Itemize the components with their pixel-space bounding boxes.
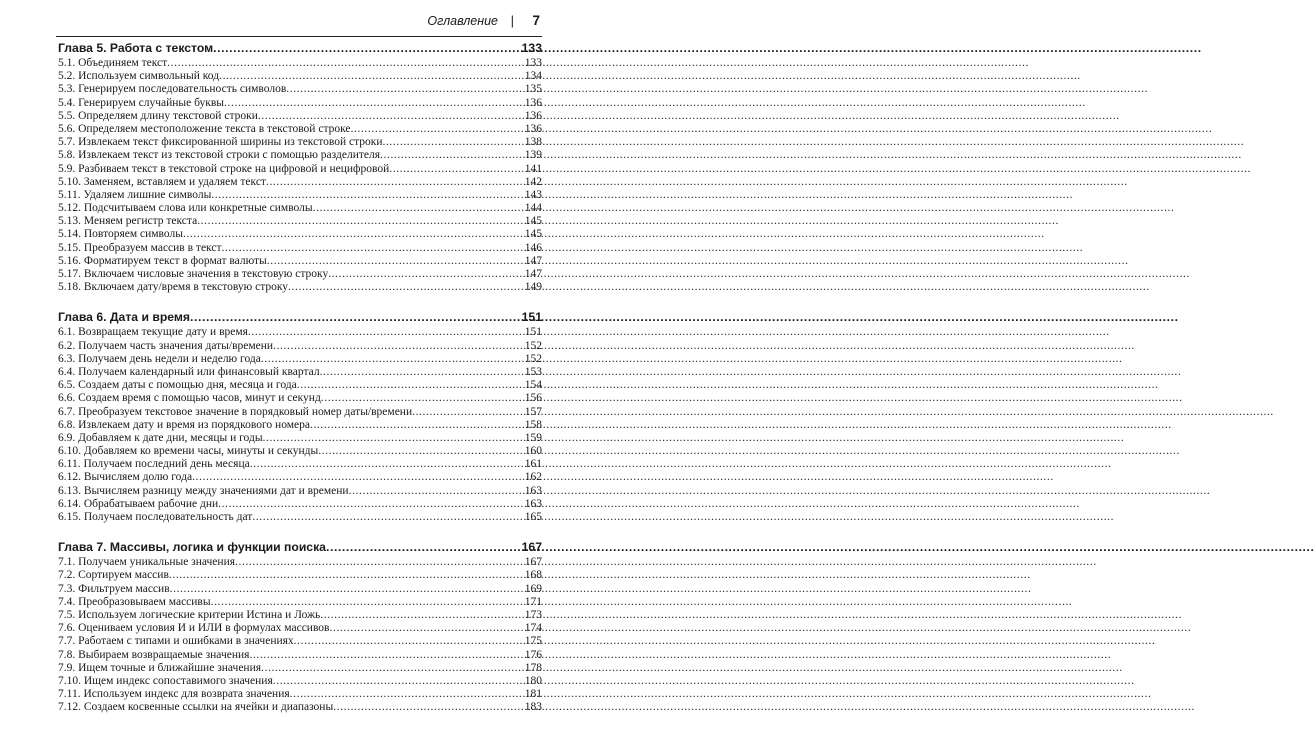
toc-entry-page: 141 <box>524 162 542 175</box>
toc-entry[interactable] <box>58 498 542 511</box>
dot-leader <box>351 123 525 136</box>
toc-entry-page: 168 <box>524 569 542 582</box>
toc-entry-page: 163 <box>524 484 542 497</box>
toc-entry-title: 7.8. Выбираем возвращаемые значения <box>58 648 250 661</box>
toc-entry[interactable] <box>58 419 542 432</box>
dot-leader <box>219 70 525 83</box>
toc-entry[interactable] <box>58 511 542 524</box>
toc-entry[interactable] <box>58 268 542 281</box>
toc-entry[interactable] <box>58 176 542 189</box>
dot-leader <box>333 701 525 714</box>
toc-entry-page: 176 <box>524 648 542 661</box>
toc-entry-title: 5.9. Разбиваем текст в текстовой строке на цифровой и нецифровой <box>58 162 390 175</box>
toc-entry-title: 6.9. Добавляем к дате дни, месяцы и годы <box>58 431 263 444</box>
toc-entry-title: 6.8. Извлекаем дату и время из порядкового номера <box>58 418 310 431</box>
toc-entry-page: 145 <box>524 215 542 228</box>
toc-entry-page: 161 <box>524 458 542 471</box>
chapter-heading[interactable] <box>58 540 542 555</box>
chapter-section <box>58 540 542 714</box>
toc-entry[interactable] <box>58 281 542 294</box>
toc-entry[interactable] <box>58 136 542 149</box>
toc-entry-title: Глава 7. Массивы, логика и функции поиска <box>58 540 326 555</box>
dot-leader <box>258 110 525 123</box>
toc-entry[interactable] <box>58 609 542 622</box>
toc-entry[interactable] <box>58 635 542 648</box>
toc-entry-title: 7.12. Создаем косвенные ссылки на ячейки и диапазоны <box>58 701 334 714</box>
dot-leader <box>328 268 525 281</box>
toc-entry-title: 6.14. Обрабатываем рабочие дни <box>58 497 219 510</box>
toc-entry-page: 163 <box>524 497 542 510</box>
dot-leader <box>273 675 525 688</box>
toc-entry-page: 151 <box>521 310 542 325</box>
toc-entry[interactable] <box>58 649 542 662</box>
toc-entry-title: 6.5. Создаем даты с помощью дня, месяца и года <box>58 379 297 392</box>
toc-entry-title: 5.12. Подсчитываем слова или конкретные символы <box>58 202 313 215</box>
toc-entry[interactable] <box>58 445 542 458</box>
toc-entry[interactable] <box>58 228 542 241</box>
toc-entry-page: 153 <box>524 365 542 378</box>
dot-leader <box>248 326 525 339</box>
toc-entry-title: 5.15. Преобразуем массив в текст <box>58 241 222 254</box>
toc-entry-page: 144 <box>524 202 542 215</box>
dot-leader <box>218 498 525 511</box>
toc-entry[interactable] <box>58 353 542 366</box>
toc-entry-page: 169 <box>524 582 542 595</box>
toc-entry[interactable] <box>58 202 542 215</box>
dot-leader <box>192 471 525 484</box>
toc-entry[interactable] <box>58 340 542 353</box>
dot-leader <box>318 445 525 458</box>
dot-leader <box>273 340 525 353</box>
dot-leader <box>297 379 525 392</box>
toc-entry-page: 178 <box>524 661 542 674</box>
dot-leader <box>213 41 522 56</box>
toc-entry-title: 5.3. Генерируем последовательность символов <box>58 83 287 96</box>
toc-entry[interactable] <box>58 379 542 392</box>
toc-entry-page: 133 <box>524 57 542 69</box>
chapter-section <box>58 41 542 294</box>
dot-leader <box>326 540 522 555</box>
toc-entry-page: 145 <box>524 228 542 241</box>
toc-entry-title: 7.1. Получаем уникальные значения <box>58 556 236 569</box>
chapter-section <box>58 310 542 524</box>
dot-leader <box>169 569 525 582</box>
toc-entry[interactable] <box>58 110 542 123</box>
dot-leader <box>321 392 525 405</box>
dot-leader <box>183 228 525 241</box>
toc-entry[interactable] <box>58 583 542 596</box>
dot-leader <box>389 163 525 176</box>
toc-entry-title: 7.5. Используем логические критерии Истина и Ложь <box>58 608 321 621</box>
toc-entry-title: 5.10. Заменяем, вставляем и удаляем текст <box>58 175 266 188</box>
toc-entry-title: 6.11. Получаем последний день месяца <box>58 458 250 471</box>
toc-entry-title: 5.14. Повторяем символы <box>58 228 183 241</box>
dot-leader <box>288 281 525 294</box>
toc-entry[interactable] <box>58 622 542 635</box>
toc-entry-page: 158 <box>524 418 542 431</box>
dot-leader <box>412 406 525 419</box>
page-number: 7 <box>532 13 540 28</box>
toc-entry-page: 175 <box>524 635 542 648</box>
toc-entry-page: 136 <box>524 109 542 122</box>
toc-entry-title: 5.2. Используем символьный код <box>58 70 220 83</box>
dot-leader <box>286 83 525 96</box>
running-header-title: Оглавление <box>427 14 498 28</box>
dot-leader <box>310 419 525 432</box>
toc-entry[interactable] <box>58 189 542 202</box>
toc-entry-page: 171 <box>524 595 542 608</box>
dot-leader <box>249 649 524 662</box>
dot-leader <box>170 583 525 596</box>
toc-entry-title: 6.12. Вычисляем долю года <box>58 471 193 484</box>
toc-entry-title: 7.11. Используем индекс для возврата значения <box>58 688 290 701</box>
toc-entry-title: 5.5. Определяем длину текстовой строки <box>58 109 258 122</box>
toc-entry-title: 6.6. Создаем время с помощью часов, минут и секунд <box>58 392 321 405</box>
dot-leader <box>320 366 525 379</box>
toc-entry-page: 167 <box>521 540 542 555</box>
toc-entry[interactable] <box>58 432 542 445</box>
toc-entry-title: 5.4. Генерируем случайные буквы <box>58 96 225 109</box>
toc-entry[interactable] <box>58 569 542 582</box>
chapter-heading[interactable] <box>58 41 542 56</box>
running-header-separator: | <box>510 13 514 28</box>
toc-entry[interactable] <box>58 406 542 419</box>
toc-entry[interactable] <box>58 57 542 70</box>
toc-entry-page: 173 <box>524 608 542 621</box>
toc-entry[interactable] <box>58 149 542 162</box>
toc-entry-title: 6.1. Возвращаем текущие дату и время <box>58 326 248 339</box>
toc-entry[interactable] <box>58 255 542 268</box>
dot-leader <box>349 485 525 498</box>
toc-entry-title: 5.1. Объединяем текст <box>58 57 168 69</box>
toc-entry-title: 5.17. Включаем числовые значения в текстовую строку <box>58 268 329 280</box>
toc-entry-page: 180 <box>524 674 542 687</box>
toc-entry[interactable] <box>58 596 542 609</box>
toc-entry-page: 160 <box>524 445 542 458</box>
toc-entry-page: 174 <box>524 622 542 635</box>
toc-entry-title: 5.6. Определяем местоположение текста в текстовой строке <box>58 122 351 135</box>
toc-entry-title: 7.4. Преобразовываем массивы <box>58 595 211 608</box>
toc-entry-title: 6.7. Преобразуем текстовое значение в порядковый номер даты/времени <box>58 405 413 418</box>
dot-leader <box>221 242 524 255</box>
dot-leader <box>382 136 524 149</box>
toc-entry-page: 136 <box>524 96 542 109</box>
toc-entry-title: 5.8. Извлекаем текст из текстовой строки с помощью разделителя <box>58 149 381 162</box>
toc-entry[interactable] <box>58 485 542 498</box>
dot-leader <box>294 635 525 648</box>
toc-entry-page: 149 <box>524 281 542 294</box>
toc-entry[interactable] <box>58 688 542 701</box>
toc-entry-title: Глава 6. Дата и время <box>58 310 191 325</box>
toc-entry-page: 133 <box>521 41 542 55</box>
toc-entry-title: 5.11. Удаляем лишние символы <box>58 188 212 201</box>
toc-entry-title: 6.4. Получаем календарный или финансовый квартал <box>58 365 320 378</box>
toc-entry[interactable] <box>58 662 542 675</box>
toc-entry-page: 159 <box>524 431 542 444</box>
toc-entry-page: 156 <box>524 392 542 405</box>
toc-entry[interactable] <box>58 458 542 471</box>
toc-entry-title: 6.2. Получаем часть значения даты/времени <box>58 339 274 352</box>
toc-entry[interactable] <box>58 701 542 714</box>
toc-entry-page: 139 <box>524 149 542 162</box>
toc-entry[interactable] <box>58 556 542 569</box>
table-of-contents <box>58 41 542 714</box>
toc-entry-title: 6.3. Получаем день недели и неделю года <box>58 352 261 365</box>
dot-leader <box>197 215 525 228</box>
dot-leader <box>167 57 525 70</box>
toc-entry-page: 157 <box>524 405 542 418</box>
toc-entry[interactable] <box>58 215 542 228</box>
toc-entry-page: 152 <box>524 352 542 365</box>
toc-entry-title: 5.16. Форматируем текст в формат валюты <box>58 254 267 267</box>
toc-entry-page: 165 <box>524 511 542 523</box>
toc-entry-page: 154 <box>524 379 542 392</box>
toc-entry-page: 135 <box>524 83 542 96</box>
toc-entry[interactable] <box>58 163 542 176</box>
toc-entry-page: 162 <box>524 471 542 484</box>
toc-entry-page: 151 <box>524 326 542 339</box>
dot-leader <box>261 662 525 675</box>
toc-entry[interactable] <box>58 242 542 255</box>
dot-leader <box>380 149 525 162</box>
chapter-heading[interactable] <box>58 310 542 325</box>
toc-entry[interactable] <box>58 366 542 379</box>
toc-entry-title: 5.7. Извлекаем текст фиксированной ширины из текстовой строки <box>58 136 383 149</box>
toc-entry-title: 5.18. Включаем дату/время в текстовую строку <box>58 281 289 294</box>
toc-entry-title: 6.15. Получаем последовательность дат <box>58 511 253 523</box>
dot-leader <box>224 97 525 110</box>
toc-entry-page: 142 <box>524 175 542 188</box>
dot-leader <box>313 202 525 215</box>
toc-entry-title: 7.3. Фильтруем массив <box>58 582 170 595</box>
dot-leader <box>261 353 525 366</box>
toc-entry-page: 167 <box>524 556 542 569</box>
toc-entry-title: 7.9. Ищем точные и ближайшие значения <box>58 661 262 674</box>
toc-entry-page: 134 <box>524 70 542 83</box>
toc-entry-page: 138 <box>524 136 542 149</box>
dot-leader <box>330 622 525 635</box>
toc-entry-title: 7.10. Ищем индекс сопоставимого значения <box>58 674 273 687</box>
toc-entry-page: 152 <box>524 339 542 352</box>
toc-entry[interactable] <box>58 326 542 339</box>
toc-entry-title: 6.10. Добавляем ко времени часы, минуты и секунды <box>58 445 319 458</box>
toc-entry[interactable] <box>58 123 542 136</box>
toc-entry-page: 143 <box>524 188 542 201</box>
running-header <box>56 14 542 37</box>
toc-entry[interactable] <box>58 83 542 96</box>
toc-entry-title: 6.13. Вычисляем разницу между значениями дат и времени <box>58 484 349 497</box>
toc-entry[interactable] <box>58 97 542 110</box>
dot-leader <box>290 688 525 701</box>
toc-entry[interactable] <box>58 392 542 405</box>
toc-entry-page: 147 <box>524 268 542 280</box>
dot-leader <box>320 609 524 622</box>
dot-leader <box>266 176 525 189</box>
toc-entry-page: 147 <box>524 254 542 267</box>
dot-leader <box>211 596 525 609</box>
toc-entry-title: 7.2. Сортируем массив <box>58 569 169 582</box>
dot-leader <box>263 432 525 445</box>
toc-entry-title: 7.6. Оцениваем условия И и ИЛИ в формулах массивов <box>58 622 330 635</box>
dot-leader <box>190 310 522 325</box>
dot-leader <box>252 511 524 524</box>
toc-entry-page: 183 <box>524 701 542 714</box>
toc-entry-title: 5.13. Меняем регистр текста <box>58 215 198 228</box>
toc-entry-page: 146 <box>524 241 542 254</box>
dot-leader <box>267 255 525 268</box>
toc-entry[interactable] <box>58 471 542 484</box>
dot-leader <box>250 458 525 471</box>
dot-leader <box>211 189 524 202</box>
dot-leader <box>235 556 525 569</box>
toc-entry[interactable] <box>58 70 542 83</box>
toc-entry-title: Глава 5. Работа с текстом <box>58 41 214 55</box>
toc-entry-title: 7.7. Работаем с типами и ошибками в значениях <box>58 635 294 648</box>
toc-entry-page: 136 <box>524 122 542 135</box>
toc-entry[interactable] <box>58 675 542 688</box>
toc-entry-page: 181 <box>524 688 542 701</box>
